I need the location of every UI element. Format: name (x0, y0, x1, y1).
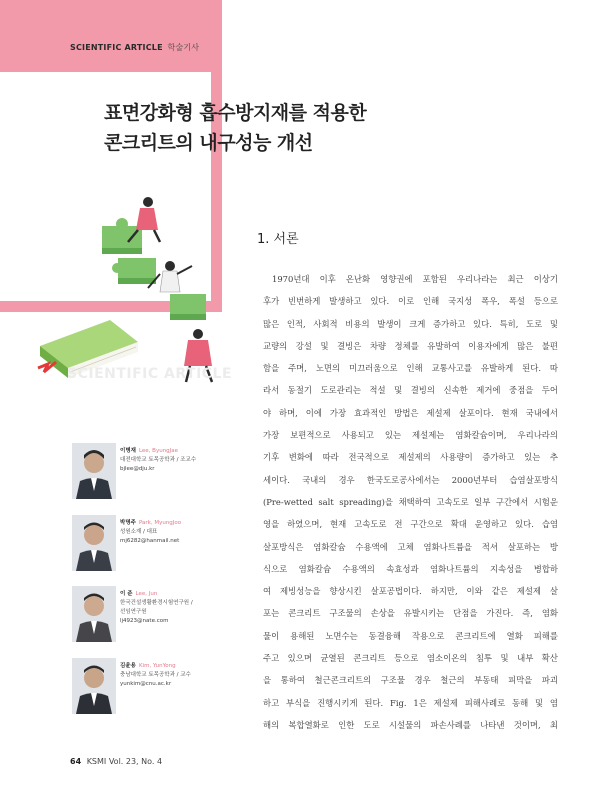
body-text (263, 268, 558, 736)
author-card (72, 443, 242, 503)
body-line: 을 통하여 철근콘크리트의 구조물 경우 철근의 부동태 피막을 파괴 (263, 675, 558, 686)
article-title (104, 98, 504, 158)
author-affiliation: 성원소재 / 대표 (120, 529, 158, 535)
section-label-en: SCIENTIFIC ARTICLE (70, 43, 163, 52)
author-email[interactable]: yunkim@cnu.ac.kr (120, 681, 172, 687)
body-line: 포는 콘크리트 구조물의 손상을 유발시키는 단점을 가진다. 즉, 염화 (263, 608, 558, 619)
author-affiliation: 충남대학교 토목공학과 / 교수 (120, 672, 191, 678)
author-name: 박명주 (120, 520, 136, 526)
body-line: 영을 하였으며, 현재 고속도로 전 구간으로 확대 운영하고 있다. 습염 (263, 519, 558, 530)
author-name: 김윤용 (120, 663, 136, 669)
body-line: 교량의 강설 및 결빙은 차량 정체를 유발하여 이용자에게 많은 불편 (263, 340, 558, 351)
author-card (72, 515, 242, 575)
body-line: 라서 동절기 도로관리는 적설 및 결빙의 신속한 제거에 중점을 두어 (263, 385, 558, 396)
body-line: 주고 있으며 균열된 콘크리트 등으로 염소이온의 침투 및 내부 확산 (263, 653, 558, 664)
author-affiliation: 한국건설생활환경시험연구원 / (120, 600, 193, 606)
page-footer (70, 757, 162, 766)
author-name: 이 준 (120, 591, 133, 597)
person-top-icon (128, 197, 160, 242)
author-name-en: Kim, YunYong (138, 663, 176, 669)
puzzle-piece-right (170, 294, 206, 320)
body-line: 기후 변화에 따라 전국적으로 제설제의 사용량이 증가하고 있는 추 (263, 452, 558, 463)
author-name-en: Park, MyungJoo (138, 520, 182, 526)
author-name-en: Lee, Jun (135, 591, 158, 597)
body-line: 세이다. 국내의 경우 한국도로공사에서는 2000년부터 습염살포방식 (263, 474, 558, 485)
watermark-text: SCIENTIFIC ARTICLE (67, 366, 233, 382)
author-email[interactable]: mj6282@hanmail.net (120, 538, 180, 544)
body-line: 많은 인적, 사회적 비용의 발생이 크게 증가하고 있다. 특히, 도로 및 (263, 318, 558, 329)
title-line-2: 콘크리트의 내구성능 개선 (104, 132, 313, 154)
puzzle-piece-top (102, 218, 142, 254)
author-email[interactable]: bjlee@dju.kr (120, 466, 155, 472)
body-line: 살포방식은 염화칼슘 수용액에 고체 염화나트륨을 적셔 살포하는 방 (263, 541, 558, 552)
body-line: 여 제빙성능을 향상시킨 살포공법이다. 하지만, 이와 같은 제설제 살 (263, 586, 558, 597)
body-line: 가장 보편적으로 사용되고 있는 제설제는 염화칼슘이며, 우리나라의 (263, 430, 558, 441)
title-line-1: 표면강화형 흡수방지재를 적용한 (104, 102, 367, 124)
journal-info: KSMI Vol. 23, No. 4 (86, 757, 163, 766)
author-photo (72, 658, 116, 714)
author-affiliation-2: 선임연구원 (120, 609, 147, 615)
body-line: 1970년대 이후 온난화 영향권에 포함된 우리나라는 최근 이상기 (272, 274, 558, 284)
body-line: 하고 부식을 진행시키게 된다. Fig. 1은 제설제 피해사례로 동해 및 염 (263, 697, 558, 708)
author-card (72, 658, 242, 718)
author-photo (72, 586, 116, 642)
puzzle-piece-mid (112, 258, 156, 284)
body-line: 함을 주며, 노면의 미끄러움으로 인해 교통사고를 유발하게 된다. 따 (263, 363, 558, 374)
author-name-en: Lee, ByungJae (138, 448, 179, 454)
page-number: 64 (70, 757, 82, 766)
body-line: 해의 복합열화로 인한 도로 시설물의 파손사례를 나타낸 것이며, 최 (263, 719, 558, 730)
body-line: 후가 빈번하게 발생하고 있다. 이로 인해 국지성 폭우, 폭설 등으로 (263, 296, 558, 307)
author-name: 이병재 (120, 448, 136, 454)
author-card (72, 586, 242, 646)
author-photo (72, 515, 116, 571)
header-pink-block (0, 0, 222, 72)
author-email[interactable]: lj4923@nate.com (120, 618, 169, 624)
body-line: (Pre-wetted salt spreading)을 채택하여 고속도로 일부 구간에서 시험운 (263, 496, 558, 507)
body-line: 물이 용해된 노면수는 동결융해 작용으로 콘크리트에 열화 피해를 (263, 630, 558, 641)
section-label-ko: 학술기사 (167, 43, 200, 52)
body-line: 식으로 염화칼슘 수용액의 속효성과 염화나트륨의 지속성을 병합하 (263, 563, 558, 574)
body-line: 야 하며, 이에 가장 효과적인 방법은 제설제 살포이다. 현재 국내에서 (263, 407, 558, 418)
author-affiliation: 대전대학교 토목공학과 / 조교수 (120, 457, 197, 463)
section-heading: 1. 서론 (257, 232, 299, 247)
author-photo (72, 443, 116, 499)
section-label (70, 42, 199, 53)
